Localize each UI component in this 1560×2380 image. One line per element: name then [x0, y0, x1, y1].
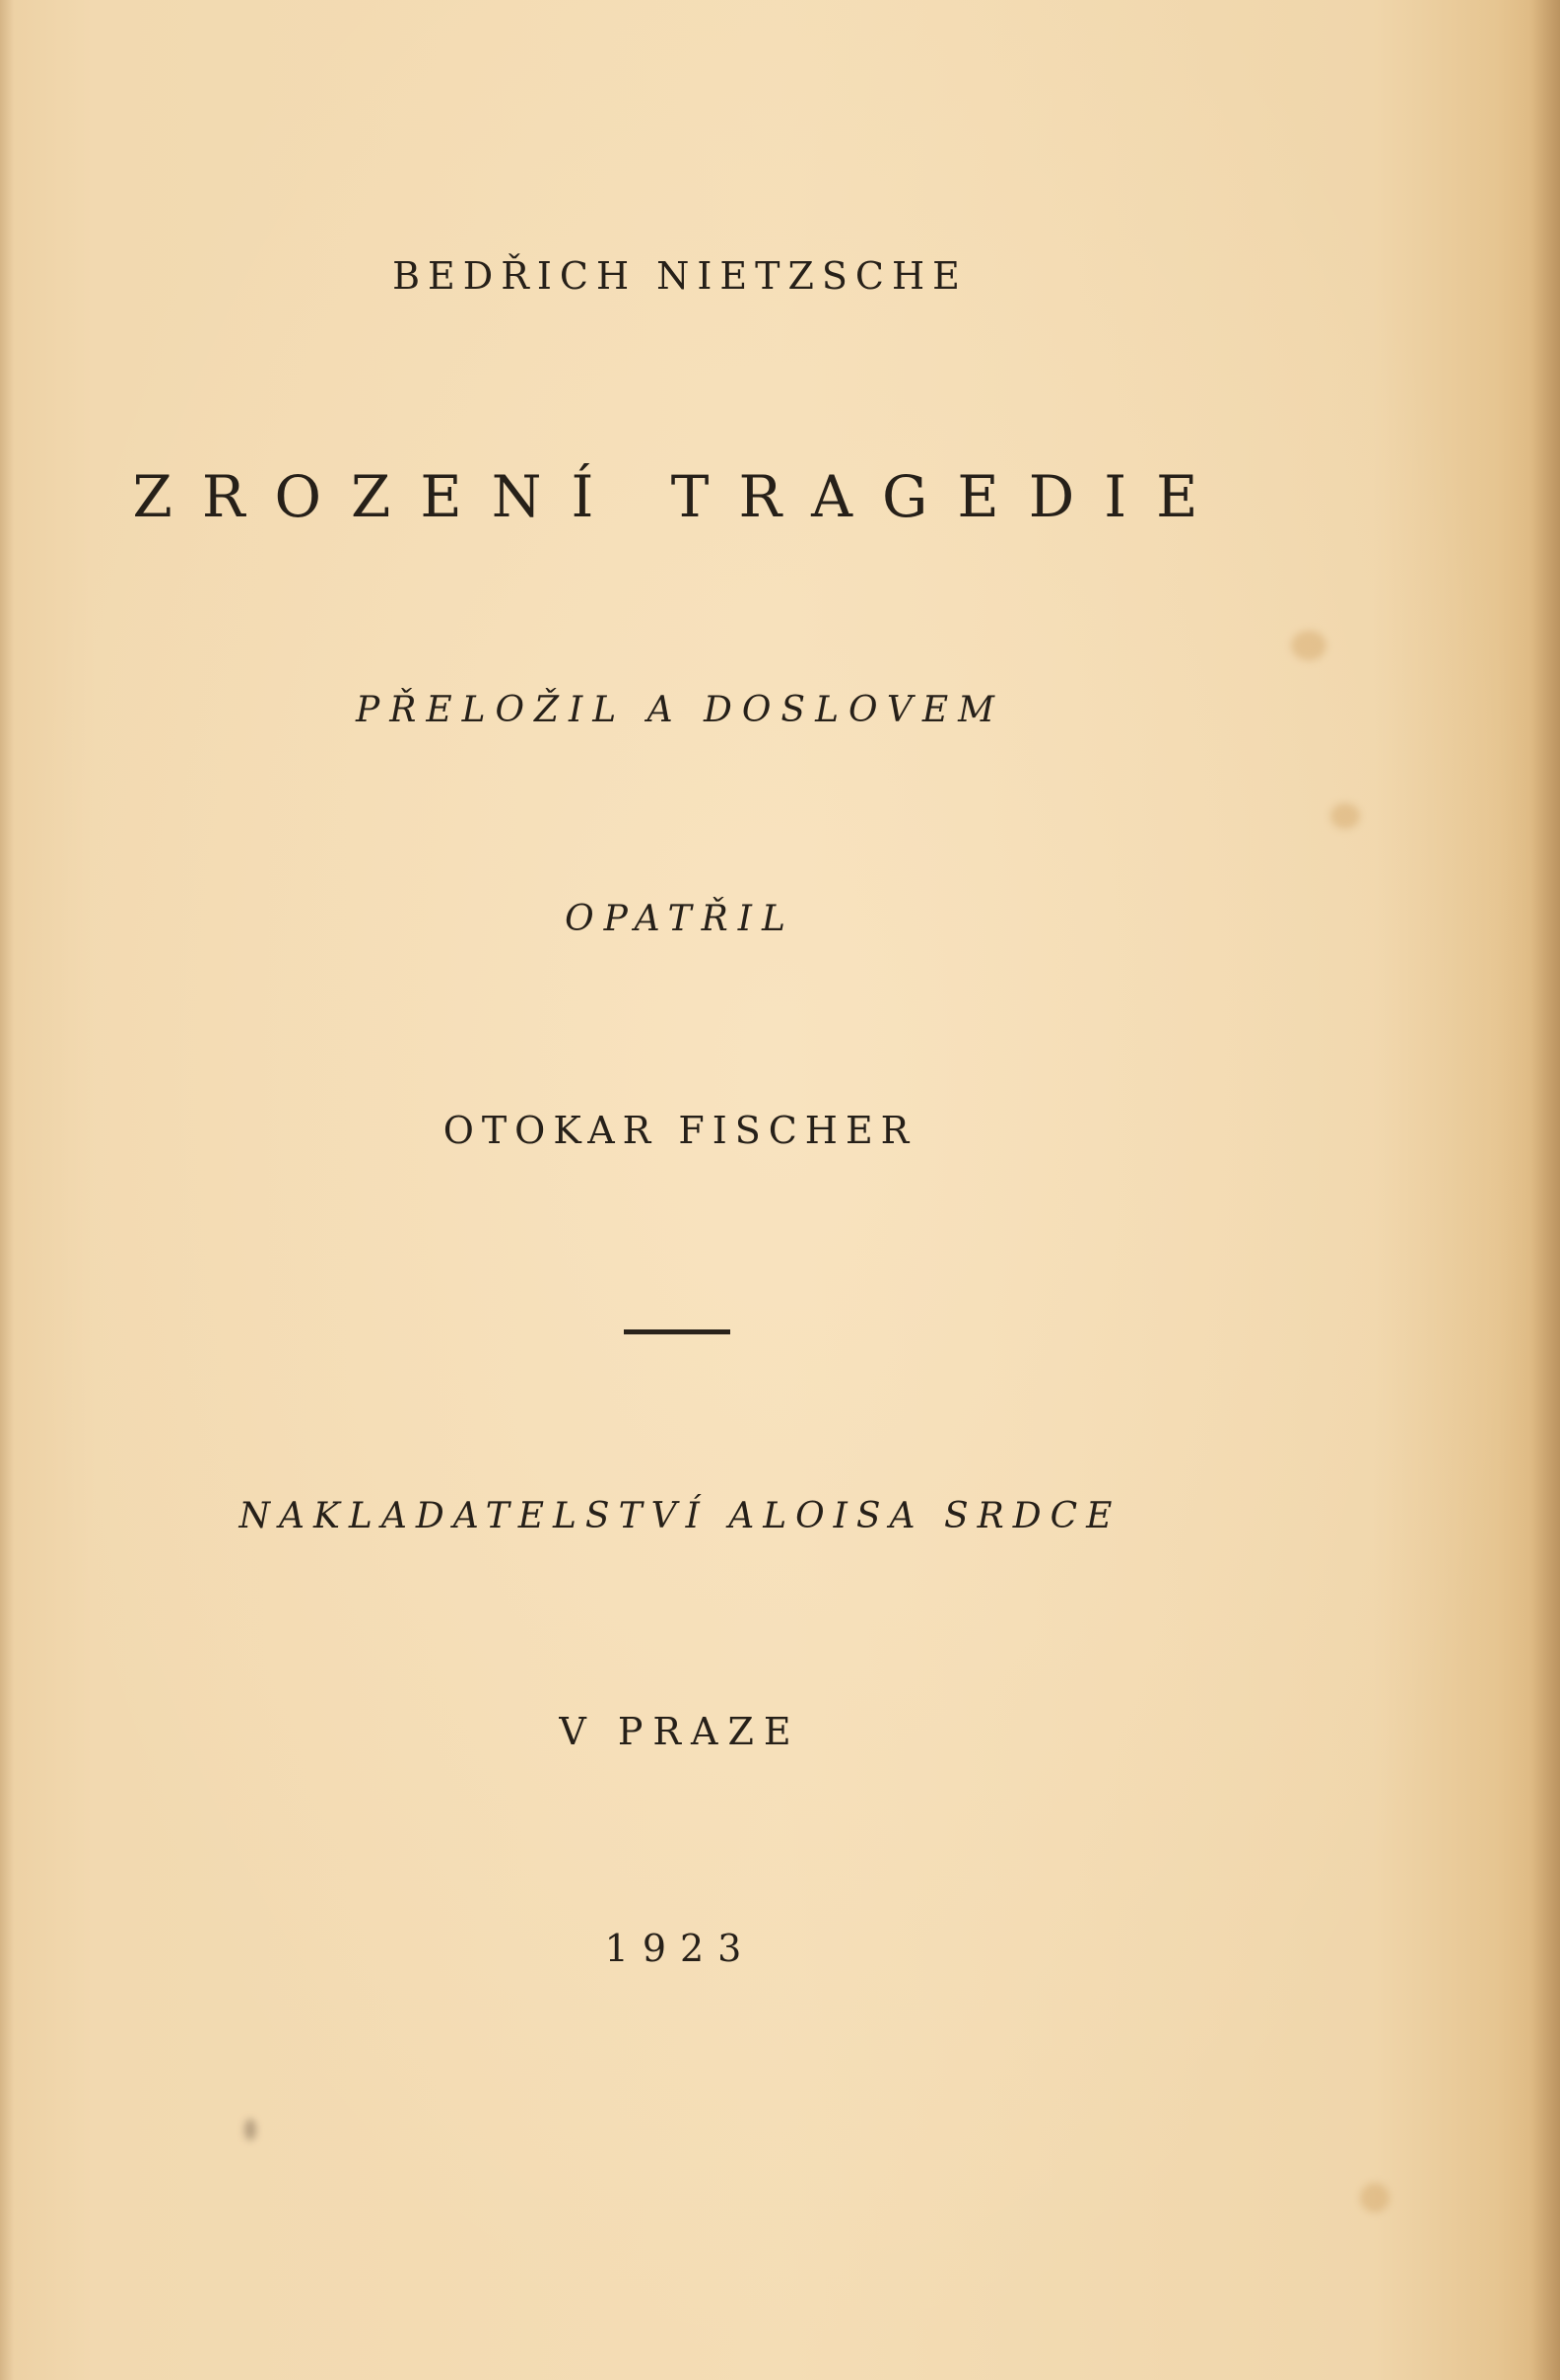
publisher-name: NAKLADATELSTVÍ ALOISA SRDCE [238, 1496, 1121, 1536]
paper-stain [1291, 631, 1326, 660]
divider-rule [624, 1329, 730, 1334]
author-name: BEDŘICH NIETZSCHE [392, 254, 968, 298]
book-title: ZROZENÍ TRAGEDIE [132, 463, 1228, 530]
paper-stain [244, 2119, 256, 2141]
publication-city: V PRAZE [559, 1710, 801, 1753]
paper-stain [1330, 803, 1360, 829]
paper-stain [1360, 2183, 1390, 2212]
publication-year: 1923 [604, 1927, 756, 1970]
translation-credit-line: PŘELOŽIL A DOSLOVEM [355, 690, 1005, 730]
afterword-credit-line: OPATŘIL [565, 899, 795, 939]
page-edge-shadow-right [1530, 0, 1560, 2380]
page-edge-shadow-left [0, 0, 14, 2380]
translator-name: OTOKAR FISCHER [442, 1109, 917, 1152]
